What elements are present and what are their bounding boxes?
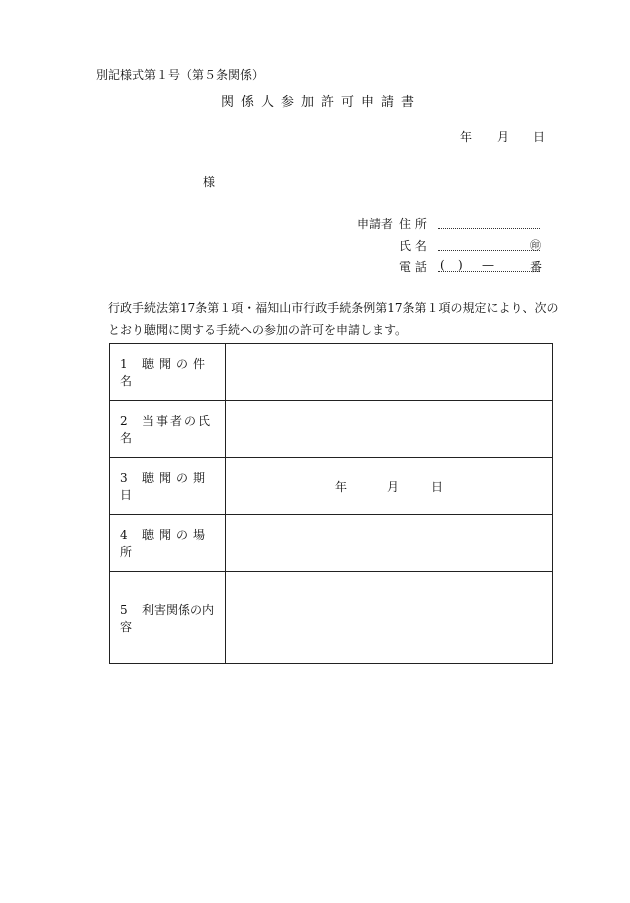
phone-paren-close: ) xyxy=(458,258,463,272)
row-label: 聴聞の件名 xyxy=(120,357,211,388)
row-label: 聴聞の場所 xyxy=(120,528,211,559)
table-row xyxy=(110,401,553,458)
hearing-date-month: 月 xyxy=(387,479,400,494)
hearing-subject-field[interactable] xyxy=(226,344,553,401)
row-label: 当事者の氏名 xyxy=(120,414,213,445)
date-year-label: 年 xyxy=(460,130,473,144)
phone-paren-open: ( xyxy=(440,258,445,272)
row-number: 2 xyxy=(120,414,128,428)
phone-dash: — xyxy=(482,258,494,272)
table-row xyxy=(110,572,553,664)
name-label: 氏 名 xyxy=(399,239,427,253)
row-label: 利害関係の内容 xyxy=(120,602,215,634)
row-label-cell xyxy=(110,572,226,664)
interest-details-field[interactable] xyxy=(226,572,553,664)
phone-suffix: 番 xyxy=(530,260,543,274)
applicant-label: 申請者 xyxy=(357,217,394,231)
row-number: 3 xyxy=(120,471,128,485)
row-label-cell xyxy=(110,458,226,515)
row-label-cell xyxy=(110,401,226,458)
document-title: 関係人参加許可申請書 xyxy=(220,95,421,110)
application-statement: 行政手続法第17条第１項・福知山市行政手続条例第17条第１項の規定により、次のとおり聴聞に関する手続への参加の許可を申請します。 xyxy=(108,301,559,337)
seal-mark: ㊞ xyxy=(530,239,541,252)
application-table xyxy=(109,343,553,664)
address-label: 住 所 xyxy=(399,217,427,231)
party-name-field[interactable] xyxy=(226,401,553,458)
row-number: 1 xyxy=(120,357,128,371)
form-number-label: 別記様式第１号（第５条関係） xyxy=(96,68,265,82)
hearing-date-day: 日 xyxy=(431,479,444,494)
hearing-place-field[interactable] xyxy=(226,515,553,572)
row-label: 聴聞の期日 xyxy=(120,471,211,502)
phone-label: 電 話 xyxy=(399,260,427,274)
row-number: 5 xyxy=(120,602,128,617)
addressee-honorific: 様 xyxy=(203,175,216,189)
date-month-label: 月 xyxy=(497,130,510,144)
name-field[interactable] xyxy=(438,237,540,251)
hearing-date-year: 年 xyxy=(335,479,348,494)
address-field[interactable] xyxy=(438,215,540,229)
row-number: 4 xyxy=(120,528,128,542)
table-row xyxy=(110,458,553,515)
date-day-label: 日 xyxy=(533,130,546,144)
row-label-cell xyxy=(110,344,226,401)
hearing-date-field[interactable] xyxy=(226,458,553,515)
table-row xyxy=(110,344,553,401)
row-label-cell xyxy=(110,515,226,572)
table-row xyxy=(110,515,553,572)
